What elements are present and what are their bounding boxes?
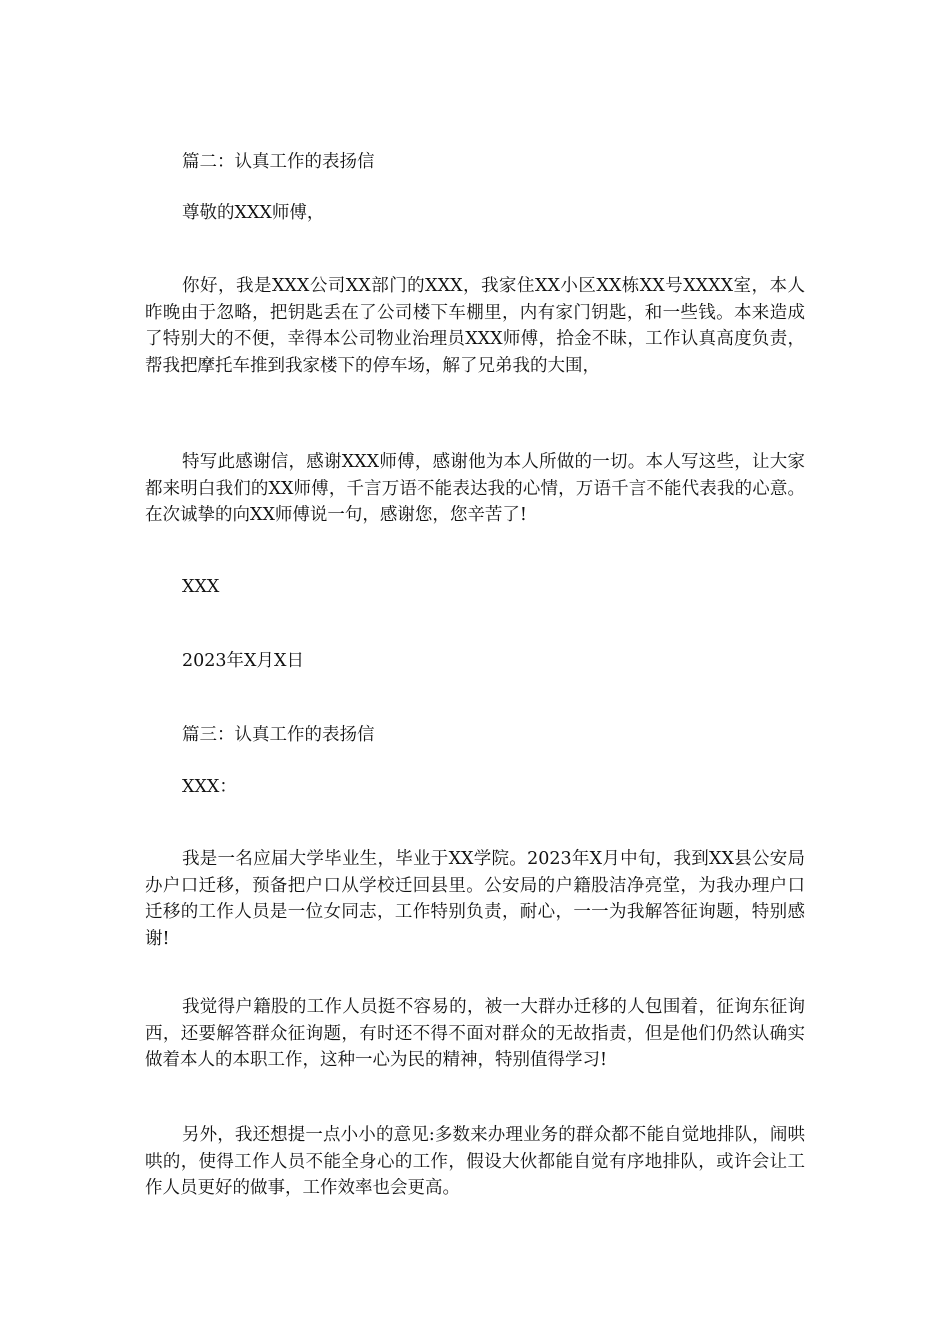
section3-paragraph-3: 另外，我还想提一点小小的意见:多数来办理业务的群众都不能自觉地排队，闹哄哄的，使得工作人员不能全身心的工作，假设大伙都能自觉有序地排队，或许会让工作人员更好的做事，工作效率也会更高。: [145, 1125, 805, 1198]
section2-signature: XXX: [182, 577, 220, 597]
section2-salutation: 尊敬的XXX师傅，: [182, 203, 325, 223]
section3-title: 篇三：认真工作的表扬信: [182, 725, 375, 745]
section2-date: 2023年X月X日: [182, 651, 304, 671]
section3-paragraph-1: 我是一名应届大学毕业生，毕业于XX学院。2023年X月中旬，我到XX县公安局办户口迁移，预备把户口从学校迁回县里。公安局的户籍股洁净亮堂，为我办理户口迁移的工作人员是一位女同志，工作特别负责，耐心，一一为我解答征询题，特别感谢!: [145, 849, 805, 949]
section2-paragraph-1: 你好，我是XXX公司XX部门的XXX，我家住XX小区XX栋XX号XXXX室，本人昨晚由于忽略，把钥匙丢在了公司楼下车棚里，内有家门钥匙，和一些钱。本来造成了特别大的不便，幸得本公司物业治理员XXX师傅，拾金不昧，工作认真高度负责，帮我把摩托车推到我家楼下的停车场，解了兄弟我的大围，: [145, 276, 805, 376]
section3-paragraph-2: 我觉得户籍股的工作人员挺不容易的，被一大群办迁移的人包围着，征询东征询西，还要解答群众征询题，有时还不得不面对群众的无故指责，但是他们仍然认确实做着本人的本职工作，这种一心为民的精神，特别值得学习!: [145, 997, 805, 1070]
section3-salutation: XXX：: [182, 777, 237, 797]
section2-paragraph-2: 特写此感谢信，感谢XXX师傅，感谢他为本人所做的一切。本人写这些，让大家都来明白我们的XX师傅，千言万语不能表达我的心情，万语千言不能代表我的心意。在次诚挚的向XX师傅说一句，感谢您，您辛苦了!: [145, 452, 805, 525]
section2-title: 篇二：认真工作的表扬信: [182, 152, 375, 172]
